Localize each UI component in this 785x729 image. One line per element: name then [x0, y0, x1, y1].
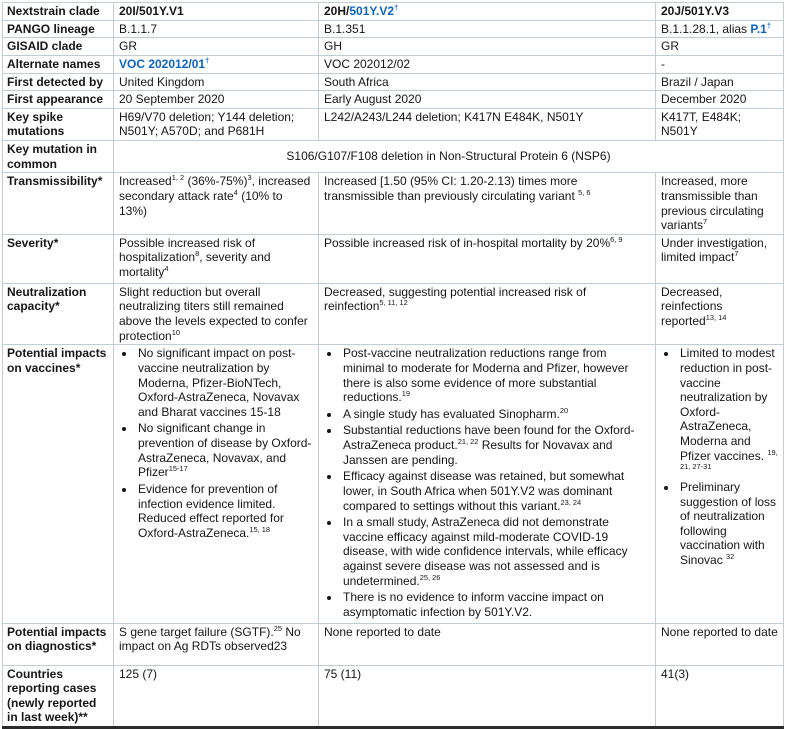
cell-alternate-names-variant1 — [114, 55, 319, 73]
text-run: Decreased, suggesting potential increased risk of reinfection — [324, 284, 587, 314]
bullet-list — [324, 346, 650, 619]
cell-nextstrain-clade-variant2 — [319, 3, 656, 21]
table-row-severity — [3, 234, 784, 283]
text-run: In a small study, AstraZeneca did not demonstrate vaccine efficacy against mild-moderate COVID-19 disease, with wide confidence intervals, while efficacy against severe disease was not assessed and is undetermined. — [343, 515, 628, 588]
cell-key-spike-mutations-variant2 — [319, 108, 656, 140]
cell-alternate-names-variant2 — [319, 55, 656, 73]
text-run: Evidence for prevention of infection evidence limited. Reduced effect reported for Oxford-AstraZeneca. — [138, 481, 284, 540]
cell-key-mutation-common-span — [114, 141, 784, 173]
row-label-alternate-names: Alternate names — [3, 55, 114, 73]
text-run: Increased — [119, 174, 172, 189]
link-text[interactable]: † — [394, 3, 399, 12]
table-row-vaccine-impacts — [3, 345, 784, 623]
text-run: 15, 18 — [249, 524, 271, 534]
cell-gisaid-clade-variant1 — [114, 38, 319, 56]
text-run: 20I/501Y.V1 — [119, 4, 184, 18]
text-run: 3 — [247, 173, 252, 183]
row-label-first-detected-by: First detected by — [3, 73, 114, 91]
text-run: B.1.351 — [324, 21, 366, 36]
text-run: (10% to 13%) — [119, 188, 283, 218]
text-run: 20 September 2020 — [119, 92, 225, 107]
text-run: 8 — [195, 249, 200, 259]
bullet-item — [341, 469, 650, 513]
bullet-item — [136, 482, 313, 541]
text-run: 21, 22 — [457, 437, 479, 446]
text-run: Increased [1.50 (95% CI: 1.20-2.13) times more transmissible than previously circulating variant — [324, 174, 579, 203]
text-run: United Kingdom — [119, 74, 205, 89]
text-run: Early August 2020 — [324, 92, 422, 107]
table-row-alternate-names — [3, 55, 784, 73]
cell-transmissibility-variant2 — [319, 173, 656, 235]
cell-countries-reporting-variant2 — [319, 665, 656, 728]
text-run: Possible increased risk of in-hospital mortality by 20% — [324, 235, 611, 250]
text-run: - — [661, 56, 665, 71]
row-label-countries-reporting: Countries reporting cases (newly reported in last week)** — [3, 665, 114, 728]
text-run: S gene target failure (SGTF). — [119, 624, 274, 639]
row-label-neutralization-capacity: Neutralization capacity* — [3, 283, 114, 345]
text-run: 20 — [559, 405, 569, 415]
text-run: 7 — [734, 249, 739, 259]
text-run: None reported to date — [661, 624, 778, 639]
text-run: 19, 21, 27-31 — [680, 447, 778, 472]
text-run: No significant change in prevention of disease by Oxford-AstraZeneca, Novavax, and Pfizer — [138, 421, 312, 480]
cell-pango-lineage-variant3 — [656, 20, 784, 38]
text-run: , increased secondary attack rate — [119, 174, 311, 203]
text-run: 4 — [164, 264, 169, 273]
text-run: None reported to date — [324, 624, 441, 639]
text-run: 20H/ — [324, 4, 350, 18]
cell-neutralization-capacity-variant2 — [319, 283, 656, 345]
variant-table-body — [3, 3, 784, 728]
bullet-item — [341, 407, 650, 422]
text-run: Limited to modest reduction in post-vaccine neutralization by Oxford-AstraZeneca, Moderna and Pfizer vaccines. — [680, 346, 775, 463]
cell-first-appearance-variant1 — [114, 91, 319, 109]
text-run: K417T, E484K; N501Y — [661, 109, 742, 139]
bullet-list — [661, 346, 778, 567]
cell-nextstrain-clade-variant3 — [656, 3, 784, 21]
row-label-nextstrain-clade: Nextstrain clade — [3, 3, 114, 21]
cell-alternate-names-variant3 — [656, 55, 784, 73]
text-run: (36%-75%) — [184, 174, 248, 189]
text-run: 5, 11, 12 — [379, 298, 408, 308]
text-run: H69/V70 deletion; Y144 deletion; N501Y; A570D; and P681H — [119, 109, 295, 139]
variant-comparison-table — [2, 2, 784, 729]
cell-vaccine-impacts-variant2 — [319, 345, 656, 623]
text-run: Substantial reductions have been found for the Oxford-AstraZeneca product. — [343, 423, 635, 452]
row-label-key-spike-mutations: Key spike mutations — [3, 108, 114, 140]
table-row-key-mutation-common — [3, 141, 784, 173]
cell-transmissibility-variant1 — [114, 173, 319, 235]
text-run: GR — [661, 39, 679, 54]
text-run: No significant impact on post-vaccine neutralization by Moderna, Pfizer-BioNTech, Oxford-AstraZeneca, Novavax and Bharat vaccines 15-18 — [138, 346, 300, 419]
text-run: 15-17 — [168, 464, 188, 474]
cell-gisaid-clade-variant3 — [656, 38, 784, 56]
bullet-item — [341, 590, 650, 619]
text-run: Increased, more transmissible than previous circulating variants — [661, 174, 764, 233]
text-run: 23, 24 — [560, 497, 582, 507]
cell-nextstrain-clade-variant1 — [114, 3, 319, 21]
text-run: GR — [119, 39, 137, 54]
text-run: 32 — [726, 552, 735, 561]
cell-vaccine-impacts-variant3 — [656, 345, 784, 623]
text-run: 10 — [171, 327, 180, 337]
bullet-item — [136, 421, 313, 480]
row-label-diagnostics-impacts: Potential impacts on diagnostics* — [3, 623, 114, 665]
row-label-transmissibility: Transmissibility* — [3, 173, 114, 235]
cell-first-detected-by-variant1 — [114, 73, 319, 91]
table-row-countries-reporting — [3, 665, 784, 728]
table-row-first-detected-by — [3, 73, 784, 91]
text-run: Decreased, reinfections reported — [661, 284, 723, 328]
text-run: 25 — [273, 623, 283, 633]
table-row-key-spike-mutations — [3, 108, 784, 140]
text-run: Possible increased risk of hospitalization — [119, 235, 256, 265]
text-run: S106/G107/F108 deletion in Non-Structural Protein 6 (NSP6) — [286, 149, 611, 164]
row-label-pango-lineage: PANGO lineage — [3, 20, 114, 38]
text-run: Slight reduction but overall neutralizing titers still remained above the levels expected to confer protection — [119, 284, 308, 343]
text-run: No impact on Ag RDTs observed23 — [119, 624, 301, 654]
text-run: Results for Novavax and Janssen are pending. — [343, 438, 613, 467]
text-run: Brazil / Japan — [661, 74, 734, 89]
cell-transmissibility-variant3 — [656, 173, 784, 235]
text-run: B.1.1.28.1, alias — [661, 21, 751, 36]
text-run: 1, 2 — [171, 173, 185, 183]
cell-countries-reporting-variant1 — [114, 665, 319, 728]
link-text[interactable]: VOC 202012/01 — [119, 56, 206, 71]
bullet-item — [341, 423, 650, 467]
link-text[interactable]: † — [766, 20, 771, 30]
text-run: Preliminary suggestion of loss of neutralization following vaccination with Sinovac — [680, 479, 777, 567]
bullet-item — [341, 515, 650, 588]
text-run: VOC 202012/02 — [324, 56, 411, 71]
cell-pango-lineage-variant1 — [114, 20, 319, 38]
text-run: 19 — [401, 389, 410, 399]
table-row-nextstrain-clade — [3, 3, 784, 21]
bullet-item — [341, 346, 650, 405]
cell-pango-lineage-variant2 — [319, 20, 656, 38]
text-run: GH — [324, 39, 342, 54]
text-run: , severity and mortality — [119, 250, 271, 279]
cell-countries-reporting-variant3 — [656, 665, 784, 728]
cell-first-detected-by-variant3 — [656, 73, 784, 91]
text-run: December 2020 — [661, 92, 747, 107]
cell-severity-variant2 — [319, 234, 656, 283]
table-row-gisaid-clade — [3, 38, 784, 56]
text-run: 20J/501Y.V3 — [661, 4, 730, 18]
cell-first-detected-by-variant2 — [319, 73, 656, 91]
link-text[interactable]: † — [205, 55, 210, 65]
text-run: 75 (11) — [324, 666, 362, 681]
text-run: 7 — [703, 217, 708, 227]
bullet-item — [136, 346, 313, 419]
cell-gisaid-clade-variant2 — [319, 38, 656, 56]
cell-neutralization-capacity-variant1 — [114, 283, 319, 345]
text-run: Efficacy against disease was retained, but somewhat lower, in South Africa when 501Y.V2 was dominant compared to settings without this variant. — [343, 469, 625, 513]
cell-key-spike-mutations-variant1 — [114, 108, 319, 140]
cell-severity-variant3 — [656, 234, 784, 283]
row-label-vaccine-impacts: Potential impacts on vaccines* — [3, 345, 114, 623]
cell-first-appearance-variant3 — [656, 91, 784, 109]
text-run: L242/A243/L244 deletion; K417N E484K, N501Y — [324, 109, 584, 124]
cell-neutralization-capacity-variant3 — [656, 283, 784, 345]
link-text[interactable]: 501Y.V2 — [349, 4, 395, 18]
bullet-item — [678, 480, 778, 568]
table-row-transmissibility — [3, 173, 784, 235]
bullet-list — [119, 346, 313, 540]
table-row-pango-lineage — [3, 20, 784, 38]
text-run: 4 — [233, 187, 238, 197]
text-run: 5, 6 — [578, 187, 591, 197]
text-run: Post-vaccine neutralization reductions range from minimal to moderate for Moderna and Pfizer, however there is also some evidence of more substantial reductions. — [343, 346, 629, 405]
link-text[interactable]: P.1 — [750, 21, 767, 36]
text-run: 41(3) — [661, 666, 690, 681]
row-label-first-appearance: First appearance — [3, 91, 114, 109]
text-run: 6, 9 — [610, 234, 623, 244]
text-run: South Africa — [324, 74, 389, 89]
cell-vaccine-impacts-variant1 — [114, 345, 319, 623]
text-run: A single study has evaluated Sinopharm. — [343, 406, 560, 421]
cell-severity-variant1 — [114, 234, 319, 283]
row-label-severity: Severity* — [3, 234, 114, 283]
table-row-first-appearance — [3, 91, 784, 109]
row-label-key-mutation-common: Key mutation in common — [3, 141, 114, 173]
text-run: 125 (7) — [119, 666, 158, 681]
cell-first-appearance-variant2 — [319, 91, 656, 109]
bullet-item — [678, 346, 778, 478]
text-run: Under investigation, limited impact — [661, 235, 768, 265]
text-run: B.1.1.7 — [119, 21, 158, 36]
table-row-neutralization-capacity — [3, 283, 784, 345]
text-run: There is no evidence to inform vaccine impact on asymptomatic infection by 501Y.V2. — [343, 590, 604, 619]
text-run: 25, 26 — [419, 572, 441, 582]
row-label-gisaid-clade: GISAID clade — [3, 38, 114, 56]
text-run: 13, 14 — [705, 313, 727, 322]
cell-key-spike-mutations-variant3 — [656, 108, 784, 140]
